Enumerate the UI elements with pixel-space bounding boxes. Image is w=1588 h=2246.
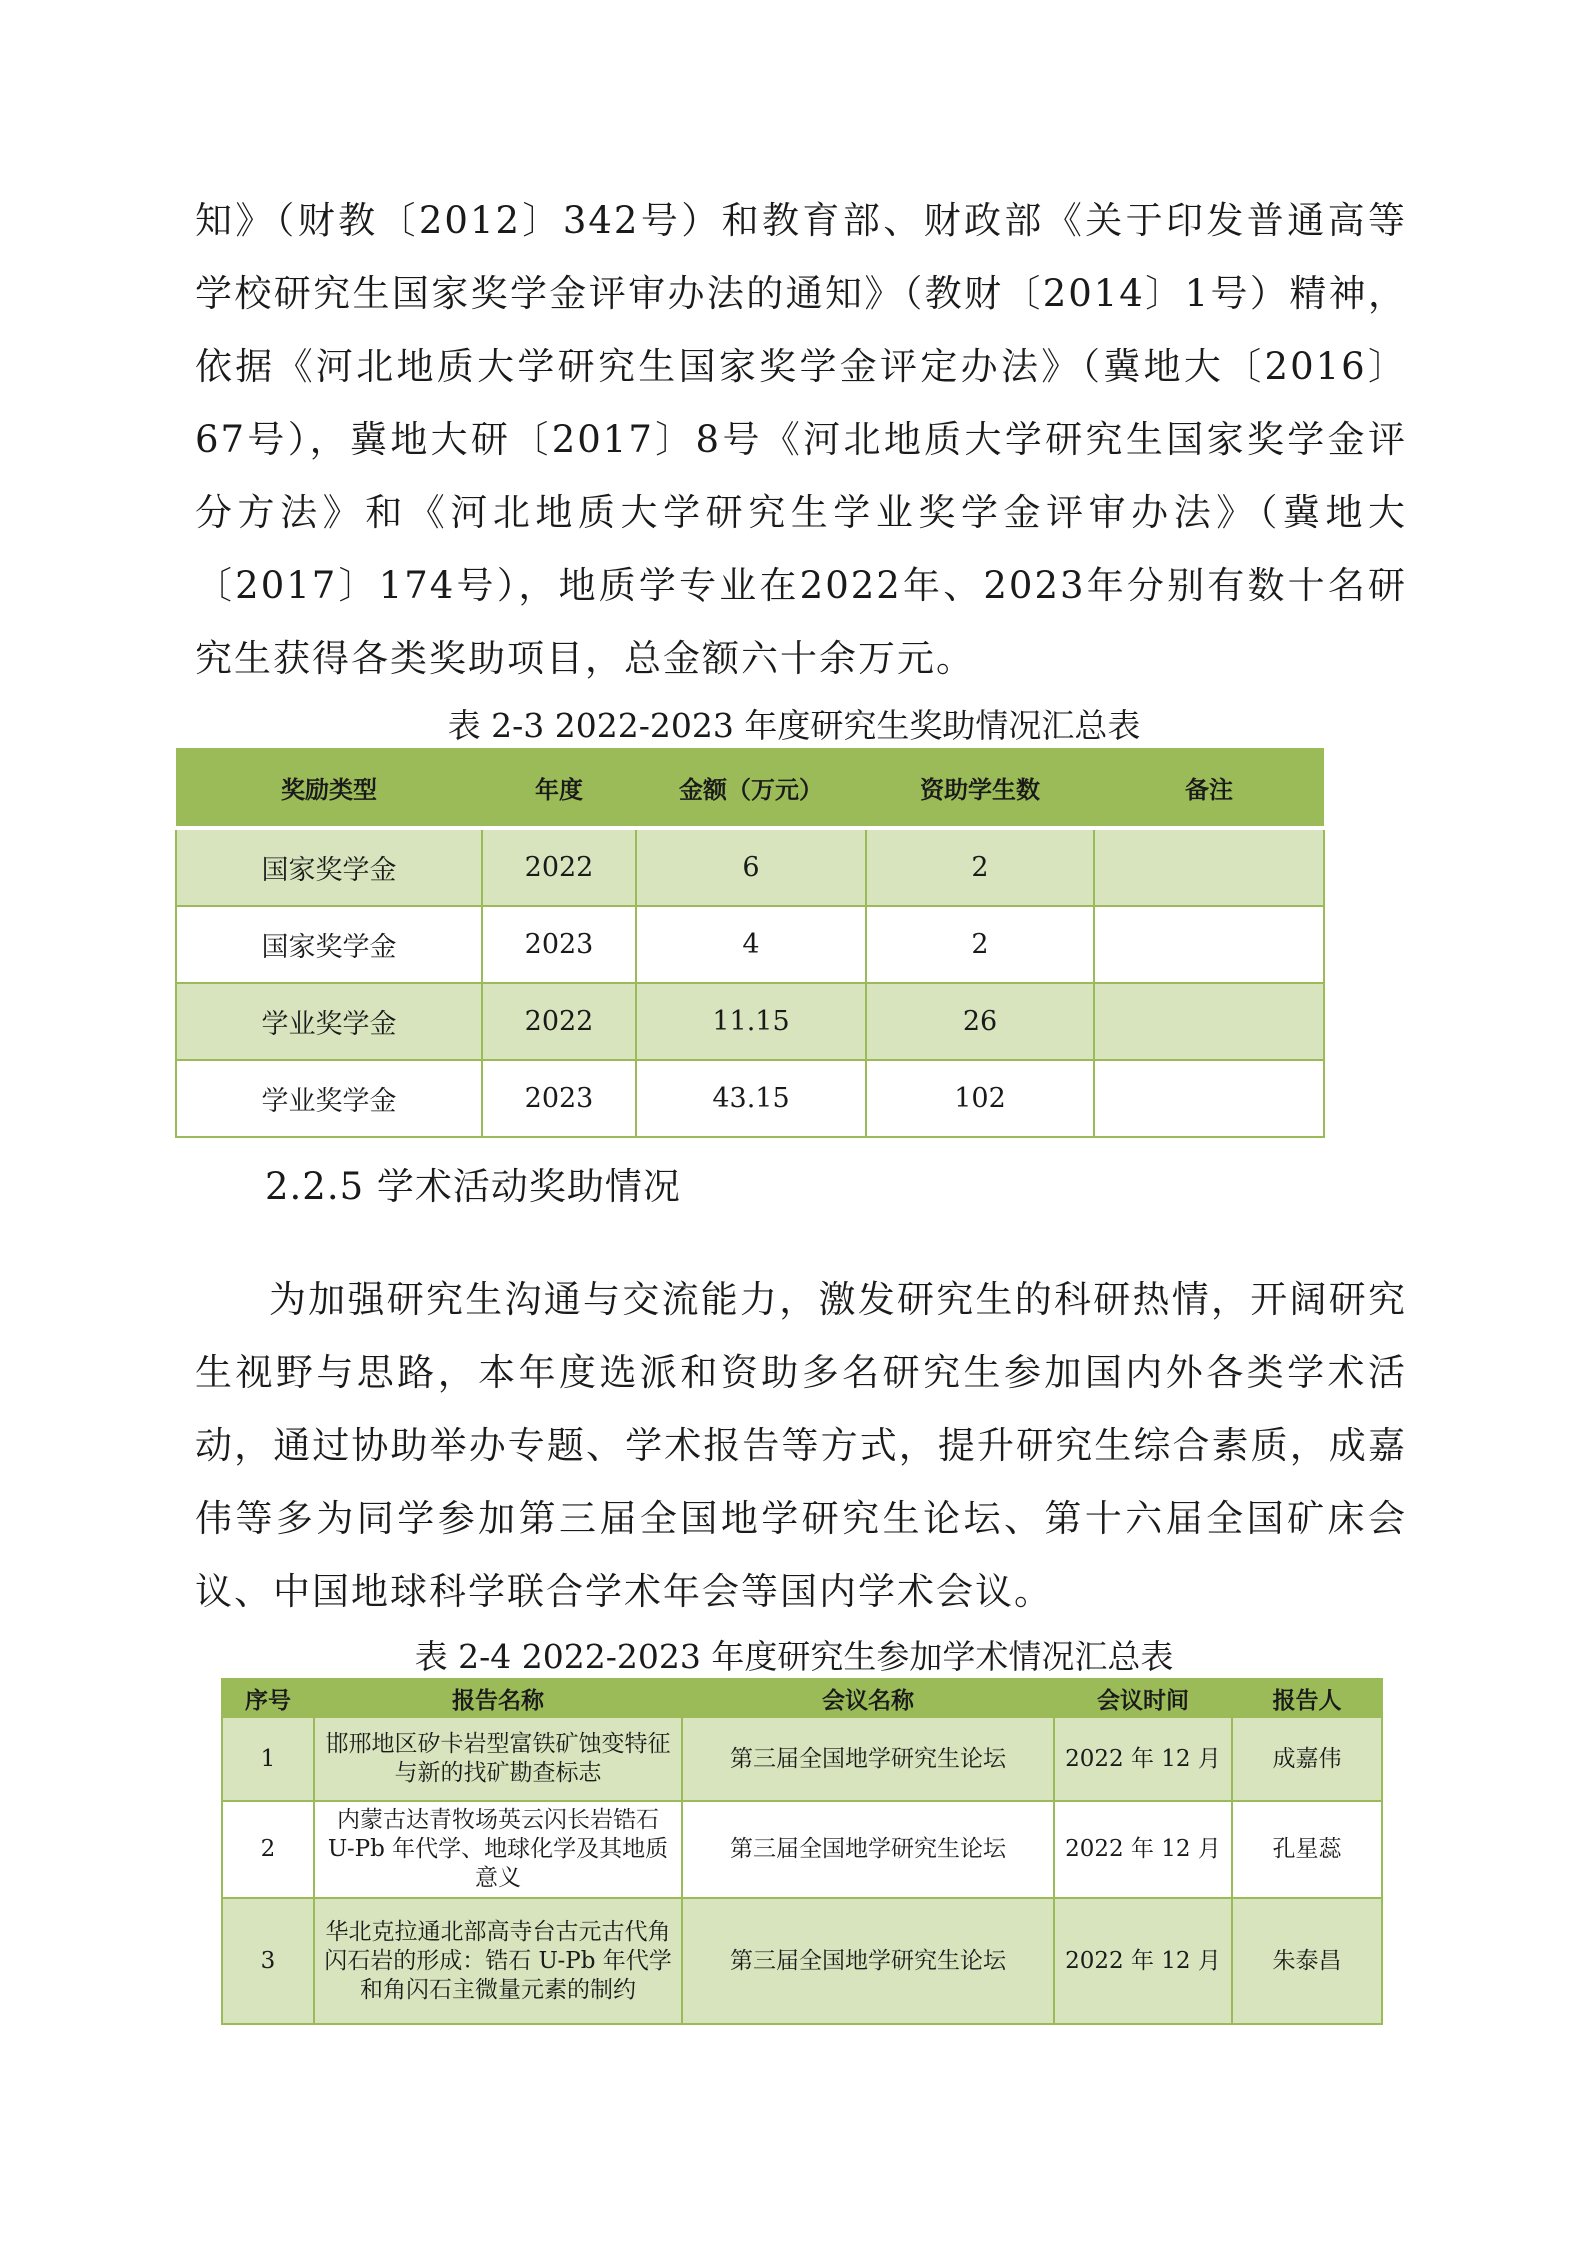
table-cell: 2023 xyxy=(482,1060,636,1137)
table-cell: 学业奖学金 xyxy=(176,1060,482,1137)
table-header-row xyxy=(176,748,1324,828)
column-header: 会议时间 xyxy=(1054,1679,1232,1717)
scholarship-summary-table xyxy=(175,748,1325,1138)
table-cell: 邯邢地区矽卡岩型富铁矿蚀变特征与新的找矿勘查标志 xyxy=(314,1717,682,1801)
table-row xyxy=(176,828,1324,906)
table-cell xyxy=(1094,983,1324,1060)
table-cell: 国家奖学金 xyxy=(176,906,482,983)
intro-paragraph: 知》（财教〔2012〕342号）和教育部、财政部《关于印发普通高等学校研究生国家奖学金评审办法的通知》（教财〔2014〕1号）精神，依据《河北地质大学研究生国家奖学金评定办法》（冀地大〔2016〕67号），冀地大研〔2017〕8号《河北地质大学研究生国家奖学金评分方法》和《河北地质大学研究生学业奖学金评审办法》（冀地大〔2017〕174号），地质学专业在2022年、2023年分别有数十名研究生获得各类奖助项目，总金额六十余万元。 xyxy=(195,199,1407,680)
table-cell: 102 xyxy=(866,1060,1094,1137)
column-header: 会议名称 xyxy=(682,1679,1054,1717)
table-cell: 第三届全国地学研究生论坛 xyxy=(682,1717,1054,1801)
table-cell xyxy=(1094,1060,1324,1137)
activity-paragraph: 为加强研究生沟通与交流能力，激发研究生的科研热情，开阔研究生视野与思路，本年度选派和资助多名研究生参加国内外各类学术活动，通过协助举办专题、学术报告等方式，提升研究生综合素质，成嘉伟等多为同学参加第三届全国地学研究生论坛、第十六届全国矿床会议、中国地球科学联合学术年会等国内学术会议。 xyxy=(195,1278,1407,1613)
table-cell: 内蒙古达青牧场英云闪长岩锆石 U-Pb 年代学、地球化学及其地质意义 xyxy=(314,1801,682,1898)
table-cell: 2022 年 12 月 xyxy=(1054,1801,1232,1898)
table-cell xyxy=(1094,828,1324,906)
table-header-row xyxy=(222,1679,1382,1717)
table-cell: 26 xyxy=(866,983,1094,1060)
table-cell: 6 xyxy=(636,828,866,906)
academic-activity-table xyxy=(221,1678,1383,2025)
column-header: 备注 xyxy=(1094,748,1324,828)
table-cell: 国家奖学金 xyxy=(176,828,482,906)
table1-caption: 表 2-3 2022-2023 年度研究生奖助情况汇总表 xyxy=(447,706,1141,745)
table-cell: 1 xyxy=(222,1717,314,1801)
table-cell: 学业奖学金 xyxy=(176,983,482,1060)
table-row xyxy=(222,1717,1382,1801)
table-row xyxy=(176,906,1324,983)
table-cell: 11.15 xyxy=(636,983,866,1060)
column-header: 金额（万元） xyxy=(636,748,866,828)
column-header: 资助学生数 xyxy=(866,748,1094,828)
column-header: 序号 xyxy=(222,1679,314,1717)
column-header: 年度 xyxy=(482,748,636,828)
table-cell: 43.15 xyxy=(636,1060,866,1137)
table-cell: 2022 年 12 月 xyxy=(1054,1898,1232,2024)
column-header: 报告名称 xyxy=(314,1679,682,1717)
table-row xyxy=(176,983,1324,1060)
column-header: 报告人 xyxy=(1232,1679,1382,1717)
table-row xyxy=(176,1060,1324,1137)
table-cell xyxy=(1094,906,1324,983)
table-cell: 2023 xyxy=(482,906,636,983)
table-cell: 成嘉伟 xyxy=(1232,1717,1382,1801)
table2-caption: 表 2-4 2022-2023 年度研究生参加学术情况汇总表 xyxy=(414,1637,1174,1676)
table-cell: 第三届全国地学研究生论坛 xyxy=(682,1801,1054,1898)
table-cell: 4 xyxy=(636,906,866,983)
table-cell: 朱泰昌 xyxy=(1232,1898,1382,2024)
table-row xyxy=(222,1898,1382,2024)
section-heading: 2.2.5 学术活动奖助情况 xyxy=(265,1165,681,1208)
table-cell: 2022 xyxy=(482,828,636,906)
table-cell: 第三届全国地学研究生论坛 xyxy=(682,1898,1054,2024)
table-cell: 2 xyxy=(222,1801,314,1898)
table-cell: 3 xyxy=(222,1898,314,2024)
table-cell: 2 xyxy=(866,906,1094,983)
table-cell: 华北克拉通北部高寺台古元古代角闪石岩的形成：锆石 U-Pb 年代学和角闪石主微量元素的制约 xyxy=(314,1898,682,2024)
table-cell: 2022 年 12 月 xyxy=(1054,1717,1232,1801)
column-header: 奖励类型 xyxy=(176,748,482,828)
table-row xyxy=(222,1801,1382,1898)
table-cell: 2 xyxy=(866,828,1094,906)
table-cell: 2022 xyxy=(482,983,636,1060)
table-cell: 孔星蕊 xyxy=(1232,1801,1382,1898)
